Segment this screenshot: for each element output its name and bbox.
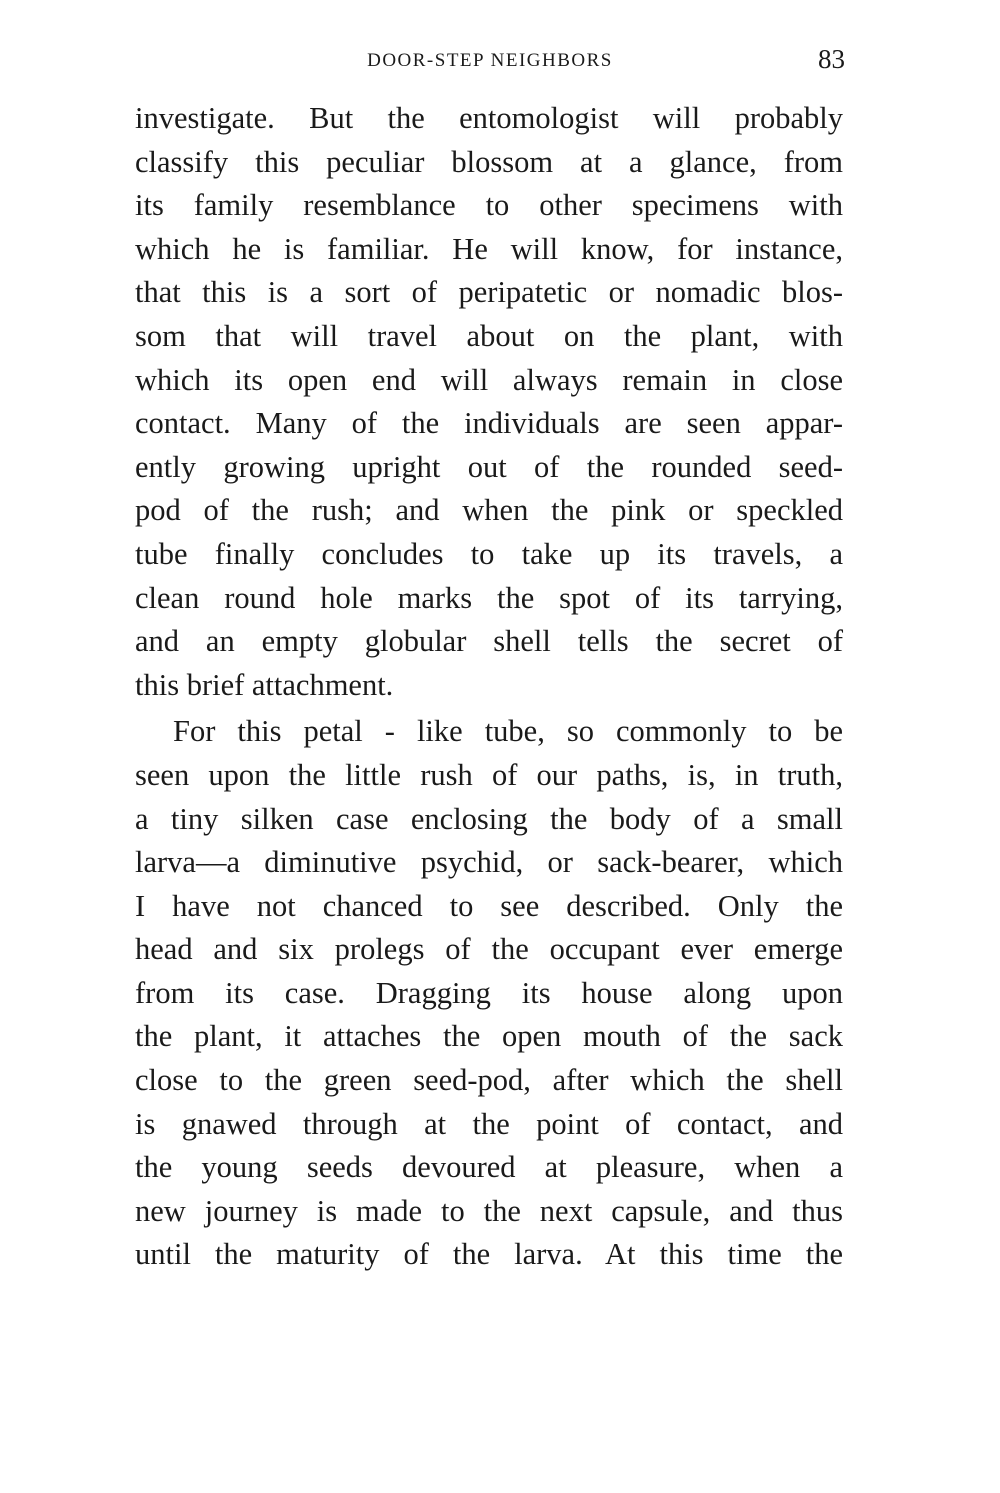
running-title: DOOR-STEP NEIGHBORS: [367, 50, 613, 71]
paragraph: [135, 710, 843, 1277]
text-line: head and six prolegs of the occupant ever emerge: [135, 932, 843, 967]
page-header: [135, 44, 845, 80]
page-body: [135, 97, 843, 1277]
text-line: I have not chanced to see described. Only the: [135, 888, 843, 923]
text-line: close to the green seed-pod, after which the shell: [135, 1063, 843, 1098]
text-line: the young seeds devoured at pleasure, when a: [135, 1150, 843, 1185]
text-line: this brief attachment.: [135, 667, 394, 702]
text-line: its family resemblance to other specimens with: [135, 188, 843, 223]
text-line: is gnawed through at the point of contact, and: [135, 1106, 843, 1141]
text-line: seen upon the little rush of our paths, is, in truth,: [135, 757, 843, 792]
text-line: investigate. But the entomologist will probably: [135, 101, 843, 135]
text-line: clean round hole marks the spot of its tarrying,: [135, 580, 843, 615]
page-number: 83: [818, 44, 845, 74]
text-line: tube finally concludes to take up its travels, a: [135, 536, 843, 571]
text-line: the plant, it attaches the open mouth of the sack: [135, 1019, 843, 1054]
paragraph: [135, 97, 843, 707]
text-line: which he is familiar. He will know, for instance,: [135, 231, 843, 266]
text-line: classify this peculiar blossom at a glance, from: [135, 144, 843, 179]
text-line: contact. Many of the individuals are seen appar-: [135, 406, 843, 441]
text-line: until the maturity of the larva. At this time the: [135, 1237, 843, 1272]
text-line: pod of the rush; and when the pink or speckled: [135, 493, 843, 528]
text-line: som that will travel about on the plant, with: [135, 318, 843, 353]
text-line: and an empty globular shell tells the secret of: [135, 624, 843, 659]
text-line: from its case. Dragging its house along upon: [135, 975, 843, 1010]
text-line: a tiny silken case enclosing the body of a small: [135, 801, 843, 836]
text-line: new journey is made to the next capsule, and thus: [135, 1193, 843, 1228]
text-line: that this is a sort of peripatetic or nomadic blos-: [135, 275, 843, 310]
text-line: larva—a diminutive psychid, or sack-bearer, which: [135, 845, 843, 880]
text-line: For this petal - like tube, so commonly to be: [173, 714, 843, 749]
text-line: ently growing upright out of the rounded seed-: [135, 449, 843, 484]
text-line: which its open end will always remain in close: [135, 362, 843, 397]
